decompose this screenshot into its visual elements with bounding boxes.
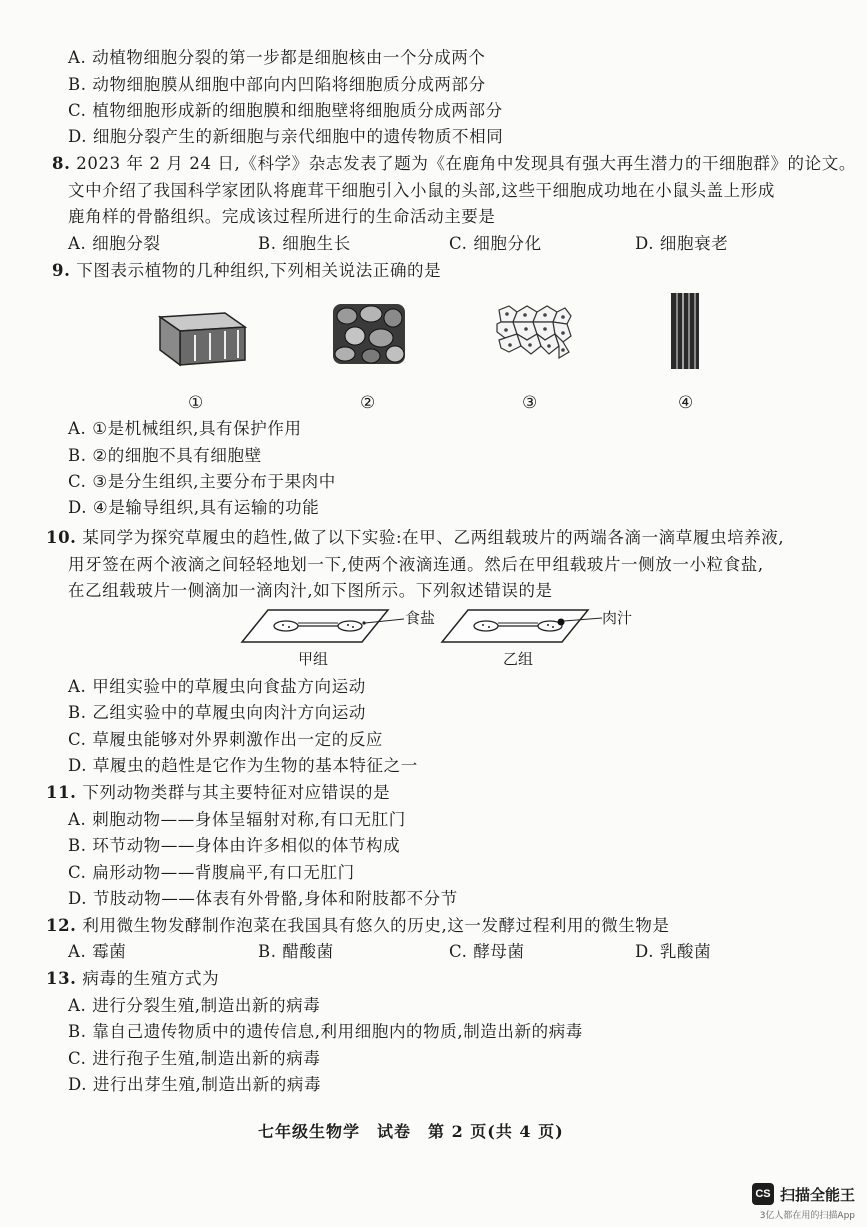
- tissue-figure-2: [327, 298, 412, 370]
- q7-option-a: A. 动植物细胞分裂的第一步都是细胞核由一个分成两个: [68, 48, 486, 67]
- q10-stem-line1: [46, 527, 784, 549]
- q12-option-d: D. 乳酸菌: [635, 942, 712, 961]
- q7-option-d: D. 细胞分裂产生的新细胞与亲代细胞中的遗传物质不相同: [68, 127, 504, 146]
- scanner-tagline: 3亿人都在用的扫描App: [759, 1211, 855, 1221]
- q10-option-a: A. 甲组实验中的草履虫向食盐方向运动: [68, 677, 366, 696]
- q13-number: 13.: [46, 969, 77, 988]
- scanner-name: 扫描全能王: [779, 1185, 855, 1204]
- q13-option-a: A. 进行分裂生殖,制造出新的病毒: [68, 996, 321, 1015]
- q8-stem-line2: 文中介绍了我国科学家团队将鹿茸干细胞引入小鼠的头部,这些干细胞成功地在小鼠头盖上形成: [68, 181, 775, 200]
- juice-label: 肉汁: [602, 609, 633, 627]
- q8-option-c: C. 细胞分化: [449, 234, 542, 253]
- figure-label-1: ①: [188, 393, 204, 413]
- figure-label-4: ④: [678, 393, 694, 413]
- q10-stem-line3: 在乙组载玻片一侧滴加一滴肉汁,如下图所示。下列叙述错误的是: [68, 581, 553, 600]
- q13-option-b: B. 靠自己遗传物质中的遗传信息,利用细胞内的物质,制造出新的病毒: [68, 1022, 583, 1041]
- q10-stem-line2: 用牙签在两个液滴之间轻轻地划一下,使两个液滴连通。然后在甲组载玻片一侧放一小粒食盐,: [68, 555, 764, 574]
- q8-option-b: B. 细胞生长: [258, 234, 351, 253]
- q11-stem: [46, 782, 390, 804]
- q11-option-d: D. 节肢动物——体表有外骨骼,身体和附肢都不分节: [68, 889, 458, 908]
- q10-option-d: D. 草履虫的趋性是它作为生物的基本特征之一: [68, 756, 418, 775]
- q10-option-c: C. 草履虫能够对外界刺激作出一定的反应: [68, 730, 384, 749]
- q9-option-d: D. ④是输导组织,具有运输的功能: [68, 498, 320, 517]
- q7-option-c: C. 植物细胞形成新的细胞膜和细胞壁将细胞质分成两部分: [68, 101, 503, 120]
- q10-text: 某同学为探究草履虫的趋性,做了以下实验:在甲、乙两组载玻片的两端各滴一滴草履虫培养液,: [82, 528, 785, 547]
- q9-text: 下图表示植物的几种组织,下列相关说法正确的是: [76, 261, 442, 280]
- figure-label-3: ③: [522, 393, 538, 413]
- tissue-figure-4: [668, 289, 702, 373]
- q12-stem: [46, 915, 670, 937]
- q8-number: 8.: [52, 154, 71, 173]
- q9-option-b: B. ②的细胞不具有细胞壁: [68, 446, 262, 465]
- q11-text: 下列动物类群与其主要特征对应错误的是: [82, 783, 391, 802]
- q12-option-c: C. 酵母菌: [449, 942, 525, 961]
- q8-stem-line1: [52, 153, 856, 175]
- q10-option-b: B. 乙组实验中的草履虫向肉汁方向运动: [68, 703, 367, 722]
- slide-group-a: [238, 605, 408, 647]
- q13-stem: [46, 968, 219, 990]
- q9-number: 9.: [52, 261, 71, 280]
- scanner-logo-icon: CS: [752, 1183, 774, 1205]
- slide-group-b: [438, 605, 606, 647]
- q8-option-a: A. 细胞分裂: [68, 234, 161, 253]
- q13-option-c: C. 进行孢子生殖,制造出新的病毒: [68, 1049, 321, 1068]
- page-footer: 七年级生物学 试卷 第 2 页(共 4 页): [258, 1122, 564, 1141]
- q11-option-b: B. 环节动物——身体由许多相似的体节构成: [68, 836, 401, 855]
- salt-label: 食盐: [405, 609, 436, 627]
- q9-option-a: A. ①是机械组织,具有保护作用: [68, 419, 302, 438]
- figure-label-2: ②: [360, 393, 376, 413]
- q13-option-d: D. 进行出芽生殖,制造出新的病毒: [68, 1075, 322, 1094]
- group-a-label: 甲组: [298, 650, 329, 668]
- q12-option-b: B. 醋酸菌: [258, 942, 334, 961]
- q8-text: 2023 年 2 月 24 日,《科学》杂志发表了题为《在鹿角中发现具有强大再生潜力的干细胞群》的论文。: [76, 154, 856, 173]
- tissue-figure-1: [150, 305, 250, 370]
- q8-option-d: D. 细胞衰老: [635, 234, 729, 253]
- q11-option-c: C. 扁形动物——背腹扁平,有口无肛门: [68, 863, 355, 882]
- q11-number: 11.: [46, 783, 77, 802]
- q10-number: 10.: [46, 528, 77, 547]
- q13-text: 病毒的生殖方式为: [82, 969, 220, 988]
- q12-number: 12.: [46, 916, 77, 935]
- q9-option-c: C. ③是分生组织,主要分布于果肉中: [68, 472, 336, 491]
- group-b-label: 乙组: [503, 650, 534, 668]
- scanner-watermark: [752, 1183, 855, 1205]
- tissue-figure-3: [493, 300, 573, 364]
- q9-stem: [52, 260, 441, 282]
- q8-stem-line3: 鹿角样的骨骼组织。完成该过程所进行的生命活动主要是: [68, 207, 496, 226]
- q12-option-a: A. 霉菌: [68, 942, 127, 961]
- q12-text: 利用微生物发酵制作泡菜在我国具有悠久的历史,这一发酵过程利用的微生物是: [82, 916, 670, 935]
- q11-option-a: A. 刺胞动物——身体呈辐射对称,有口无肛门: [68, 810, 406, 829]
- q7-option-b: B. 动物细胞膜从细胞中部向内凹陷将细胞质分成两部分: [68, 75, 486, 94]
